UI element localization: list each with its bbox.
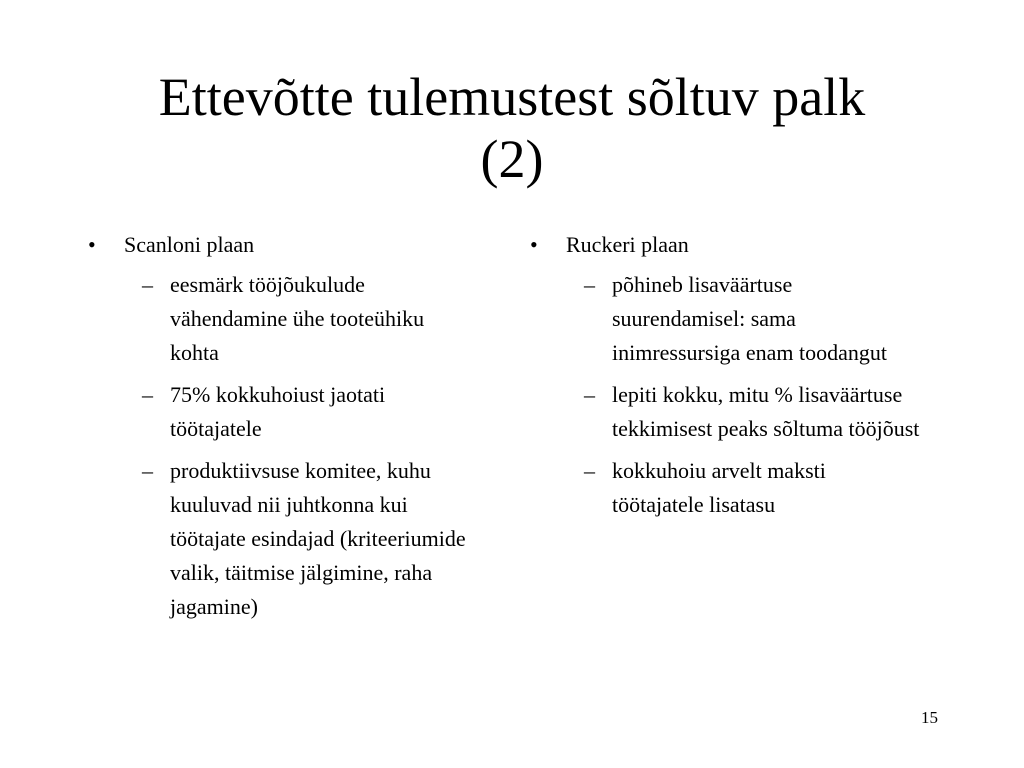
dash-icon: – [142,382,153,407]
sub-list-scanlon [88,268,468,624]
list-item-text: lepiti kokku, mitu % lisaväärtuse tekkimisest peaks sõltuma tööjõust [612,382,920,441]
right-column [530,230,920,530]
list-item-text: eesmärk tööjõukulude vähendamine ühe tooteühiku kohta [170,272,425,365]
bullet-scanlon-plan [88,230,468,260]
dash-icon: – [584,458,595,483]
page-number: 15 [921,708,938,727]
list-item-text: 75% kokkuhoiust jaotati töötajatele [170,382,386,441]
slide-title-line-2: (2) [480,129,544,189]
sub-list-rucker [530,268,920,522]
list-item-text: põhineb lisaväärtuse suurendamisel: sama inimressursiga enam toodangut [612,272,887,365]
list-item-text: produktiivsuse komitee, kuhu kuuluvad nii juhtkonna kui töötajate esindajad (kriteeriumide valik, täitmise jälgimine, raha jagamine) [170,458,466,619]
list-item [530,454,920,522]
left-column [88,230,468,632]
bullet-rucker-plan [530,230,920,260]
bullet-heading: Ruckeri plaan [566,232,689,257]
list-item [88,454,468,624]
dash-icon: – [584,382,595,407]
bullet-heading: Scanloni plaan [124,232,255,257]
dash-icon: – [142,272,153,297]
list-item [530,268,920,370]
slide-title [60,66,964,190]
list-item [88,268,468,370]
list-item [530,378,920,446]
bullet-dot-icon: • [530,232,538,257]
dash-icon: – [142,458,153,483]
list-item [88,378,468,446]
bullet-dot-icon: • [88,232,96,257]
dash-icon: – [584,272,595,297]
list-item-text: kokkuhoiu arvelt maksti töötajatele lisatasu [612,458,826,517]
slide-title-line-1: Ettevõtte tulemustest sõltuv palk [158,67,866,127]
